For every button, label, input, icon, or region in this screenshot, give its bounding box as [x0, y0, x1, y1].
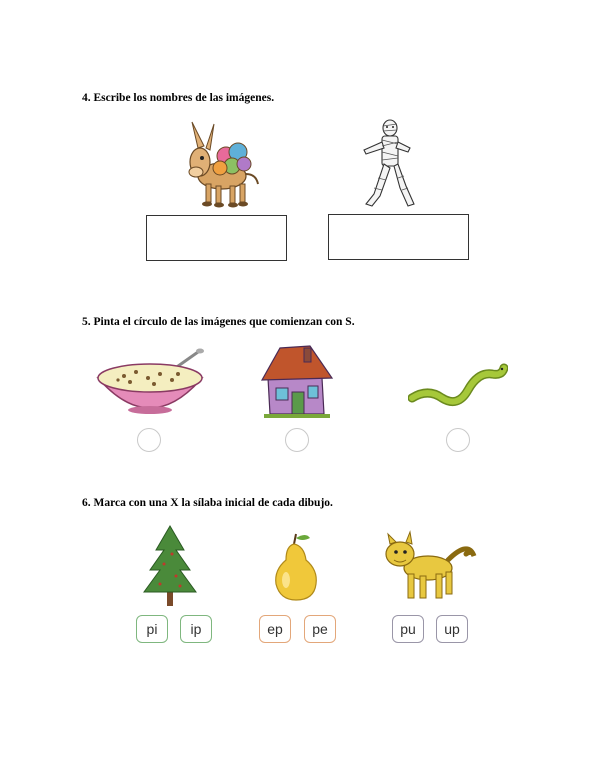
mummy-icon	[360, 118, 420, 212]
puma-icon	[378, 530, 478, 604]
pear-icon	[270, 530, 320, 602]
pine-tree-icon	[142, 524, 198, 608]
section-6-heading: 6. Marca con una X la sílaba inicial de cada dibujo.	[82, 497, 333, 509]
syllable-ep[interactable]: ep	[259, 615, 291, 643]
syllable-pe[interactable]: pe	[304, 615, 336, 643]
syllable-pi[interactable]: pi	[136, 615, 168, 643]
house-icon	[260, 344, 334, 420]
syllable-ip[interactable]: ip	[180, 615, 212, 643]
section-4-heading: 4. Escribe los nombres de las imágenes.	[82, 92, 275, 104]
snake-icon	[408, 360, 508, 410]
answer-circle-soup[interactable]	[137, 428, 161, 452]
syllable-pu[interactable]: pu	[392, 615, 424, 643]
section-5-heading: 5. Pinta el círculo de las imágenes que comienzan con S.	[82, 316, 355, 328]
soup-bowl-icon	[94, 348, 206, 416]
donkey-with-balloons-icon	[180, 118, 264, 210]
answer-box-donkey[interactable]	[146, 215, 287, 261]
answer-circle-snake[interactable]	[446, 428, 470, 452]
answer-box-mummy[interactable]	[328, 214, 469, 260]
syllable-up[interactable]: up	[436, 615, 468, 643]
answer-circle-house[interactable]	[285, 428, 309, 452]
